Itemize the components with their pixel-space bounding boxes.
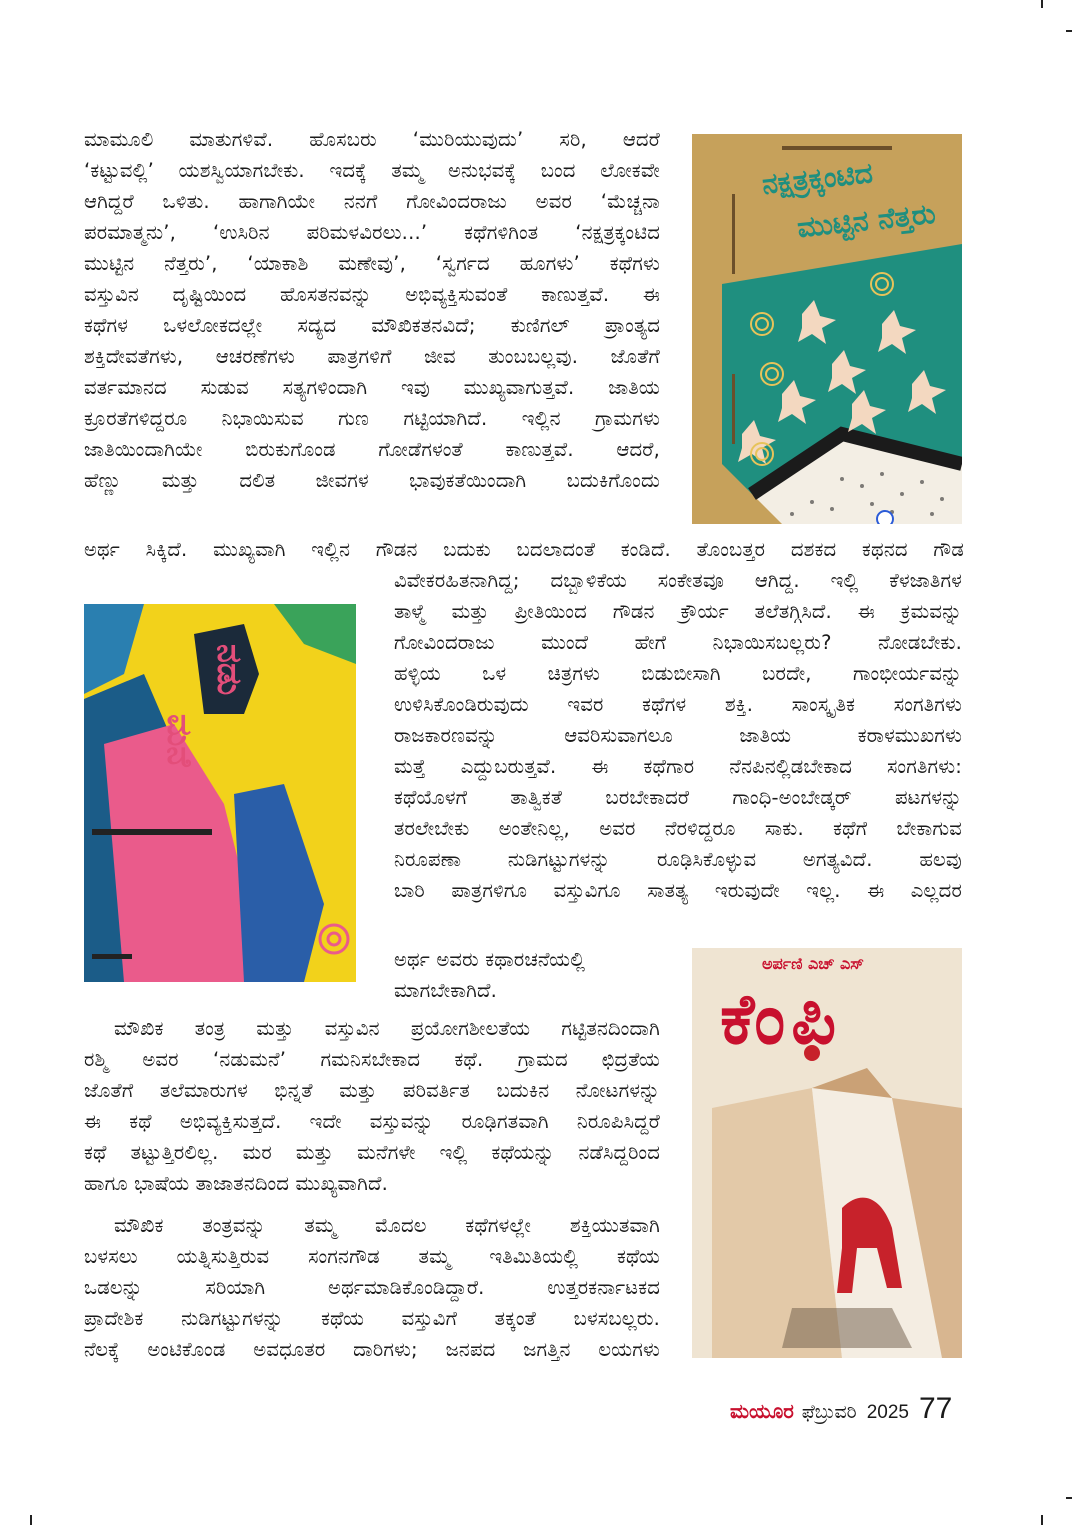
text-line: ಹಳ್ಳಿಯ ಒಳ ಚಿತ್ರಗಳು ಬಿಡುಬೀಸಾಗಿ ಬರದೇ, ಗಾಂಭೀರ್ಯವನ್ನು [394, 662, 962, 685]
text-line: ಕಥೆಗಳ ಒಳಲೋಕದಲ್ಲೇ ಸದ್ಯದ ಮೌಖಿಕತನವಿದೆ; ಕುಣಿಗಲ್ ಪ್ರಾಂತ್ಯದ [84, 314, 660, 337]
text-line: ಕ್ರೂರತೆಗಳಿದ್ದರೂ ನಿಭಾಯಿಸುವ ಗುಣ ಗಟ್ಟಿಯಾಗಿದೆ. ಇಲ್ಲಿನ ಗ್ರಾಮಗಳು [84, 407, 660, 430]
text-line: ಮೌಖಿಕ ತಂತ್ರವನ್ನು ತಮ್ಮ ಮೊದಲ ಕಥೆಗಳಲ್ಲೇ ಶಕ್ತಿಯುತವಾಗಿ [114, 1214, 660, 1237]
issue-month: ಫೆಬ್ರುವರಿ [801, 1401, 857, 1423]
text-line: ವಿವೇಕರಹಿತನಾಗಿದ್ದ; ದಬ್ಬಾಳಿಕೆಯ ಸಂಕೇತವೂ ಆಗಿದ್ದ. ಇಲ್ಲಿ ಕೆಳಜಾತಿಗಳ [394, 569, 962, 592]
text-line: ಮುಟ್ಟಿನ ನೆತ್ತರು’, ‘ಯಾಕಾಶಿ ಮಣೇವು’, ‘ಸ್ವರ್ಗದ ಹೂಗಳು’ ಕಥೆಗಳು [84, 252, 660, 275]
crop-mark-bottom [1041, 1515, 1043, 1525]
text-line: ವರ್ತಮಾನದ ಸುಡುವ ಸತ್ಯಗಳಿಂದಾಗಿ ಇವು ಮುಖ್ಯವಾಗುತ್ತವೆ. ಜಾತಿಯ [84, 376, 660, 399]
text-line: ಶಕ್ತಿದೇವತೆಗಳು, ಆಚರಣೆಗಳು ಪಾತ್ರಗಳಿಗೆ ಜೀವ ತುಂಬಬಲ್ಲವು. ಜೊತೆಗೆ [84, 345, 660, 368]
text-line: ಗೋವಿಂದರಾಜು ಮುಂದೆ ಹೇಗೆ ನಿಭಾಯಿಸಬಲ್ಲರು? ನೋಡಬೇಕು. [394, 631, 962, 654]
text-line: ತಾಳ್ಮೆ ಮತ್ತು ಪ್ರೀತಿಯಿಂದ ಗೌಡನ ಕ್ರೌರ್ಯ ತಲೆತಗ್ಗಿಸಿದೆ. ಈ ಕ್ರಮವನ್ನು [394, 600, 962, 623]
magazine-brand: ಮಯೂರ [730, 1399, 794, 1423]
crop-mark-top [1041, 0, 1043, 8]
text-line: ಮಾಮೂಲಿ ಮಾತುಗಳಿವೆ. ಹೊಸಬರು ‘ಮುರಿಯುವುದು’ ಸರಿ, ಆದರೆ [84, 128, 660, 151]
text-line: ಈ ಕಥೆ ಅಭಿವ್ಯಕ್ತಿಸುತ್ತದೆ. ಇದೇ ವಸ್ತುವನ್ನು ರೂಢಿಗತವಾಗಿ ನಿರೂಪಿಸಿದ್ದರೆ [84, 1110, 660, 1133]
text-line: ಹಾಗೂ ಭಾಷೆಯ ತಾಜಾತನದಿಂದ ಮುಖ್ಯವಾಗಿದೆ. [84, 1172, 388, 1195]
cover1-title-line1: ನಕ್ಷತ್ರಕ್ಕಂಟಿದ [760, 156, 875, 201]
text-line: ಜೊತೆಗೆ ತಲೆಮಾರುಗಳ ಭಿನ್ನತೆ ಮತ್ತು ಪರಿವರ್ತಿತ ಬದುಕಿನ ನೋಟಗಳನ್ನು [84, 1079, 660, 1102]
text-line: ಪರಮಾತ್ಮನು’, ‘ಉಸಿರಿನ ಪರಿಮಳವಿರಲು...’ ಕಥೆಗಳಿಗಿಂತ ‘ನಕ್ಷತ್ರಕ್ಕಂಟಿದ [84, 221, 660, 244]
page-footer [730, 1392, 952, 1432]
text-line: ಮಾಗಬೇಕಾಗಿದೆ. [394, 979, 497, 1002]
text-line: ನಿರೂಪಣಾ ನುಡಿಗಟ್ಟುಗಳನ್ನು ರೂಢಿಸಿಕೊಳ್ಳುವ ಅಗತ್ಯವಿದೆ. ಹಲವು [394, 848, 962, 871]
text-line: ಅರ್ಥ ಸಿಕ್ಕಿದೆ. ಮುಖ್ಯವಾಗಿ ಇಲ್ಲಿನ ಗೌಡನ ಬದುಕು ಬದಲಾದಂತೆ ಕಂಡಿದೆ. ತೊಂಬತ್ತರ ದಶಕದ ಕಥನದ ಗೌಡ [84, 538, 964, 561]
text-line: ಮತ್ತೆ ಎದ್ದುಬರುತ್ತವೆ. ಈ ಕಥೆಗಾರ ನೆನಪಿನಲ್ಲಿಡಬೇಕಾದ ಸಂಗತಿಗಳು: [394, 755, 962, 778]
text-line: ಉಳಿಸಿಕೊಂಡಿರುವುದು ಇವರ ಕಥೆಗಳ ಶಕ್ತಿ. ಸಾಂಸ್ಕೃತಿಕ ಸಂಗತಿಗಳು [394, 693, 962, 716]
book-cover-nadumane [84, 604, 356, 982]
crop-mark-bottom-right [1066, 1497, 1072, 1499]
text-line: ಬಾರಿ ಪಾತ್ರಗಳಿಗೂ ವಸ್ತುವಿಗೂ ಸಾತತ್ಯ ಇರುವುದೇ ಇಲ್ಲ. ಈ ಎಲ್ಲದರ [394, 879, 962, 902]
issue-year: 2025 [866, 1402, 909, 1423]
cover2-title-line2: ಮನೆ [159, 714, 199, 767]
text-line: ಕಥೆಯೊಳಗೆ ತಾತ್ವಿಕತೆ ಬರಬೇಕಾದರೆ ಗಾಂಧಿ-ಅಂಬೇಡ್ಕರ್ ಪಟಗಳನ್ನು [394, 786, 962, 809]
cover1-title-line2: ಮುಟ್ಟಿನ ನೆತ್ತರು [795, 196, 938, 245]
text-line: ತರಲೇಬೇಕು ಅಂತೇನಿಲ್ಲ, ಅವರ ನೆರಳಿದ್ದರೂ ಸಾಕು. ಕಥೆಗೆ ಬೇಕಾಗುವ [394, 817, 962, 840]
text-line: ಜಾತಿಯಿಂದಾಗಿಯೇ ಬಿರುಕುಗೊಂಡ ಗೋಡೆಗಳಂತೆ ಕಾಣುತ್ತವೆ. ಆದರೆ, [84, 438, 660, 461]
text-line: ಬಳಸಲು ಯತ್ನಿಸುತ್ತಿರುವ ಸಂಗನಗೌಡ ತಮ್ಮ ಇತಿಮಿತಿಯಲ್ಲಿ ಕಥೆಯ [84, 1245, 660, 1268]
page-number: 77 [918, 1392, 953, 1425]
crop-mark-top-right [1066, 30, 1072, 32]
cover2-title-line1: ನಡು [209, 644, 249, 696]
text-line: ನೆಲಕ್ಕೆ ಅಂಟಿಕೊಂಡ ಅವಧೂತರ ದಾರಿಗಳು; ಜನಪದ ಜಗತ್ತಿನ ಲಯಗಳು [84, 1338, 660, 1361]
book-cover-kempi [692, 948, 962, 1358]
cover3-title: ಕೆಂಪಿ [720, 978, 843, 1060]
text-line: ಮೌಖಿಕ ತಂತ್ರ ಮತ್ತು ವಸ್ತುವಿನ ಪ್ರಯೋಗಶೀಲತೆಯ ಗಟ್ಟಿತನದಿಂದಾಗಿ [114, 1017, 660, 1040]
text-line: ವಸ್ತುವಿನ ದೃಷ್ಟಿಯಿಂದ ಹೊಸತನವನ್ನು ಅಭಿವ್ಯಕ್ತಿಸುವಂತೆ ಕಾಣುತ್ತವೆ. ಈ [84, 283, 660, 306]
text-line: ಹೆಣ್ಣು ಮತ್ತು ದಲಿತ ಜೀವಗಳ ಭಾವುಕತೆಯಿಂದಾಗಿ ಬದುಕಿಗೊಂದು [84, 469, 660, 492]
text-line: ಒಡಲನ್ನು ಸರಿಯಾಗಿ ಅರ್ಥಮಾಡಿಕೊಂಡಿದ್ದಾರೆ. ಉತ್ತರಕರ್ನಾಟಕದ [84, 1276, 660, 1299]
text-line: ಆಗಿದ್ದರೆ ಒಳಿತು. ಹಾಗಾಗಿಯೇ ನನಗೆ ಗೋವಿಂದರಾಜು ಅವರ ‘ಮೆಚ್ಚನಾ [84, 190, 660, 213]
text-line: ರಾಜಕಾರಣವನ್ನು ಆವರಿಸುವಾಗಲೂ ಜಾತಿಯ ಕರಾಳಮುಖಗಳು [394, 724, 962, 747]
text-line: ಕಥೆ ತಟ್ಟುತ್ತಿರಲಿಲ್ಲ. ಮರ ಮತ್ತು ಮನೆಗಳೇ ಇಲ್ಲಿ ಕಥೆಯನ್ನು ನಡೆಸಿದ್ದರಿಂದ [84, 1141, 660, 1164]
crop-mark-bottom-left [30, 1515, 32, 1525]
text-line: ಪ್ರಾದೇಶಿಕ ನುಡಿಗಟ್ಟುಗಳನ್ನು ಕಥೆಯ ವಸ್ತುವಿಗೆ ತಕ್ಕಂತೆ ಬಳಸಬಲ್ಲರು. [84, 1307, 660, 1330]
text-line: ‘ಕಟ್ಟುವಲ್ಲಿ’ ಯಶಸ್ವಿಯಾಗಬೇಕು. ಇದಕ್ಕೆ ತಮ್ಮ ಅನುಭವಕ್ಕೆ ಬಂದ ಲೋಕವೇ [84, 159, 660, 182]
text-line: ರಶ್ಮಿ ಅವರ ‘ನಡುಮನೆ’ ಗಮನಿಸಬೇಕಾದ ಕಥೆ. ಗ್ರಾಮದ ಛಿದ್ರತೆಯ [84, 1048, 660, 1071]
cover3-author: ಅರ್ಪಣಿ ಎಚ್ ಎಸ್ [762, 954, 864, 973]
book-cover-nakshatra [692, 134, 962, 524]
text-line: ಅರ್ಥ ಅವರು ಕಥಾರಚನೆಯಲ್ಲಿ [394, 948, 586, 971]
